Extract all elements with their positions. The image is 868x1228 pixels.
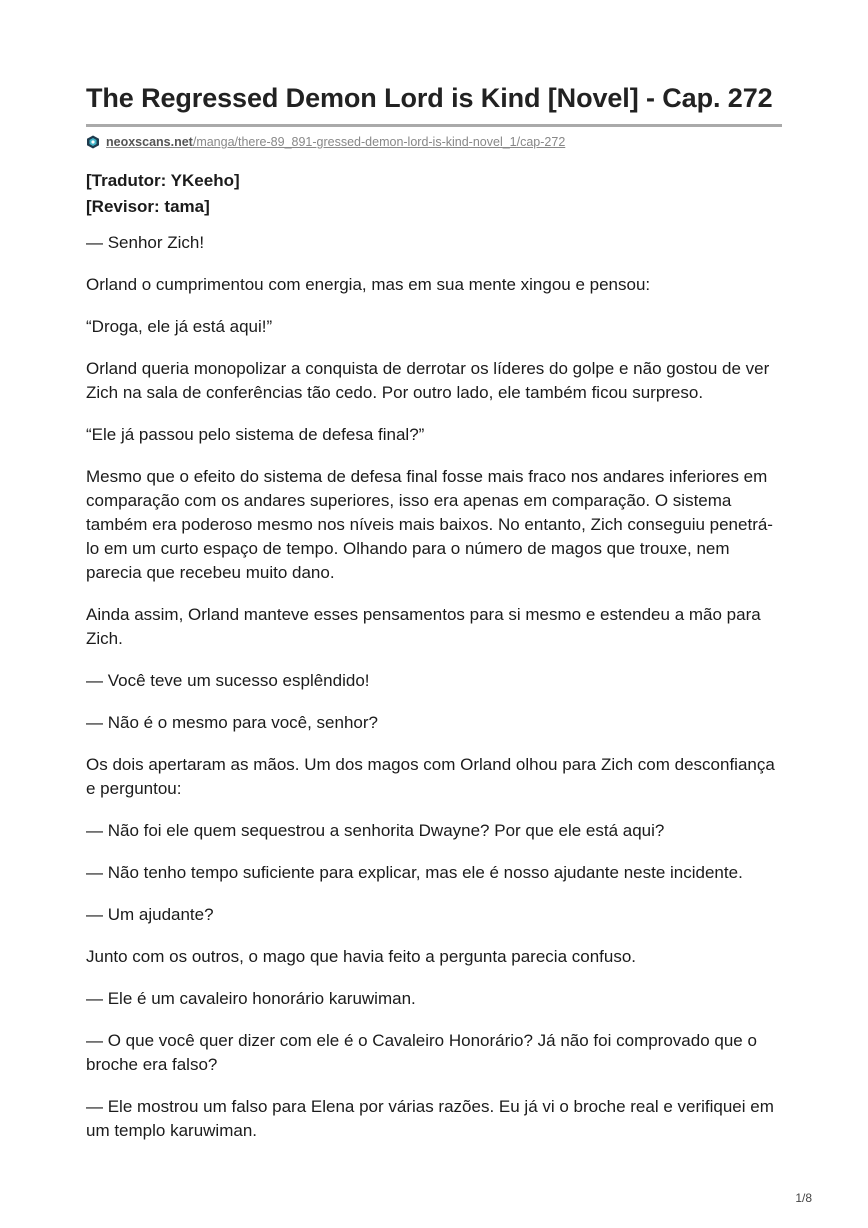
- source-domain: neoxscans.net: [106, 135, 193, 149]
- site-favicon-icon: [86, 135, 100, 149]
- paragraph: — Não é o mesmo para você, senhor?: [86, 713, 378, 732]
- document-page: [86, 80, 782, 1143]
- paragraph: — Não foi ele quem sequestrou a senhorita Dwayne? Por que ele está aqui?: [86, 821, 665, 840]
- paragraph: Mesmo que o efeito do sistema de defesa final fosse mais fraco nos andares inferiores em comparação com os andares superiores, isso era apenas em comparação. O sistema também era poderoso mesmo nos níveis mais baixos. No entanto, Zich conseguiu penetrá-lo em um curto espaço de tempo. Olhando para o número de magos que trouxe, nem parecia que recebeu muito dano.: [86, 467, 773, 582]
- paragraph: — Não tenho tempo suficiente para explicar, mas ele é nosso ajudante neste incidente.: [86, 863, 743, 882]
- paragraph: — Senhor Zich!: [86, 233, 205, 252]
- title-divider: [86, 124, 782, 127]
- source-path: /manga/there-89_891-gressed-demon-lord-is-kind-novel_1/cap-272: [192, 135, 566, 149]
- paragraph: “Ele já passou pelo sistema de defesa final?”: [86, 425, 425, 444]
- credits: [86, 168, 782, 220]
- source-link[interactable]: [106, 135, 565, 149]
- paragraph: Orland queria monopolizar a conquista de derrotar os líderes do golpe e não gostou de ver Zich na sala de conferências tão cedo. Por outro lado, ele também ficou surpreso.: [86, 359, 770, 402]
- paragraph: — Um ajudante?: [86, 905, 214, 924]
- paragraph: Ainda assim, Orland manteve esses pensamentos para si mesmo e estendeu a mão para Zich.: [86, 605, 761, 648]
- paragraph: Orland o cumprimentou com energia, mas em sua mente xingou e pensou:: [86, 275, 651, 294]
- chapter-body: [86, 231, 782, 1143]
- page-indicator: 1/8: [795, 1191, 812, 1205]
- paragraph: — Ele é um cavaleiro honorário karuwiman.: [86, 989, 416, 1008]
- credit-translator: [Tradutor: YKeeho]: [86, 171, 240, 190]
- paragraph: Os dois apertaram as mãos. Um dos magos com Orland olhou para Zich com desconfiança e perguntou:: [86, 755, 775, 798]
- credit-reviewer: [Revisor: tama]: [86, 197, 210, 216]
- paragraph: “Droga, ele já está aqui!”: [86, 317, 273, 336]
- paragraph: — O que você quer dizer com ele é o Cavaleiro Honorário? Já não foi comprovado que o broche era falso?: [86, 1031, 757, 1074]
- paragraph: — Você teve um sucesso esplêndido!: [86, 671, 370, 690]
- paragraph: Junto com os outros, o mago que havia feito a pergunta parecia confuso.: [86, 947, 637, 966]
- document-title: The Regressed Demon Lord is Kind [Novel] - Cap. 272: [86, 83, 773, 113]
- paragraph: — Ele mostrou um falso para Elena por várias razões. Eu já vi o broche real e verifiquei em um templo karuwiman.: [86, 1097, 774, 1140]
- source-link-row: [86, 132, 782, 152]
